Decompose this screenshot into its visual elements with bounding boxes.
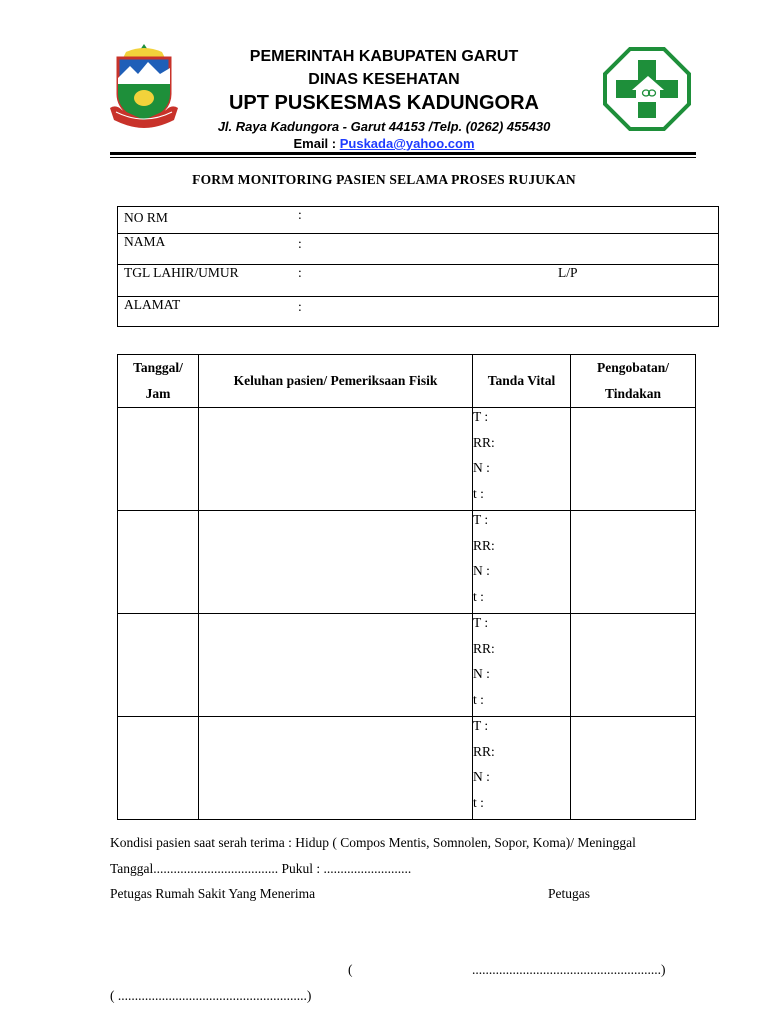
gender-label: L/P	[558, 265, 578, 280]
header-treatment	[571, 355, 696, 408]
vital-sign-label: RR:	[473, 434, 495, 450]
header-date-time	[118, 355, 199, 408]
info-label: TGL LAHIR/UMUR	[124, 265, 239, 280]
handover-date-time: Tanggal..................................... Pukul : ..........................	[110, 861, 412, 876]
info-row-nama	[118, 234, 718, 265]
cell-treatment[interactable]	[571, 614, 696, 717]
patient-info-box	[117, 206, 719, 327]
form-title: FORM MONITORING PASIEN SELAMA PROSES RUJUKAN	[192, 172, 576, 187]
header-date-time-line1: Tanggal/	[133, 360, 183, 375]
vital-sign-label: t :	[473, 588, 484, 604]
table-row	[118, 408, 696, 511]
info-colon: :	[298, 265, 302, 280]
info-row-alamat	[118, 297, 718, 326]
info-label: NAMA	[124, 234, 166, 249]
cell-date-time[interactable]	[118, 511, 199, 614]
institution-address: Jl. Raya Kadungora - Garut 44153 /Telp. (0262) 455430	[217, 119, 551, 134]
officer-signature-line: ........................................................)	[472, 962, 666, 977]
cell-complaint[interactable]	[199, 717, 473, 820]
vital-sign-label: N :	[473, 666, 490, 681]
info-row-tgl-lahir	[118, 265, 718, 297]
info-label: NO RM	[124, 210, 168, 225]
header-treatment-line1: Pengobatan/	[596, 360, 669, 375]
table-row	[118, 511, 696, 614]
vital-sign-label: t :	[473, 691, 484, 707]
government-name: PEMERINTAH KABUPATEN GARUT	[249, 48, 519, 65]
vital-sign-label: N :	[473, 563, 490, 578]
table-header-row	[118, 355, 696, 408]
cell-vitals	[473, 717, 571, 820]
vital-sign-label: RR:	[473, 743, 495, 759]
cell-date-time[interactable]	[118, 614, 199, 717]
vital-sign-label: N :	[473, 769, 490, 784]
receiver-label: Petugas Rumah Sakit Yang Menerima	[110, 886, 316, 901]
header-vitals: Tanda Vital	[473, 355, 571, 408]
table-row	[118, 717, 696, 820]
cell-vitals	[473, 511, 571, 614]
header-divider-thin	[110, 157, 696, 158]
cell-treatment[interactable]	[571, 717, 696, 820]
monitoring-table	[117, 354, 696, 820]
cell-treatment[interactable]	[571, 511, 696, 614]
vital-sign-label: T :	[473, 512, 489, 527]
email-label: Email :	[293, 136, 337, 151]
cell-vitals	[473, 408, 571, 511]
email-line	[0, 136, 768, 151]
cell-vitals	[473, 614, 571, 717]
info-row-no-rm	[118, 207, 718, 234]
vital-sign-label: T :	[473, 718, 489, 733]
vital-sign-label: t :	[473, 794, 484, 810]
email-link[interactable]: Puskada@yahoo.com	[339, 136, 475, 151]
cell-date-time[interactable]	[118, 408, 199, 511]
vital-sign-label: T :	[473, 615, 489, 630]
patient-condition-statement: Kondisi pasien saat serah terima : Hidup ( Compos Mentis, Somnolen, Sopor, Koma)/ Meninggal	[110, 835, 636, 850]
cell-treatment[interactable]	[571, 408, 696, 511]
institution-name: UPT PUSKESMAS KADUNGORA	[228, 92, 540, 114]
receiver-signature-line: ( ........................................................)	[110, 988, 312, 1003]
vital-sign-label: RR:	[473, 537, 495, 553]
officer-label: Petugas	[548, 886, 590, 901]
info-colon: :	[298, 236, 302, 251]
cell-complaint[interactable]	[199, 614, 473, 717]
info-colon: :	[298, 207, 302, 222]
info-colon: :	[298, 299, 302, 314]
department-name: DINAS KESEHATAN	[308, 71, 460, 88]
cell-complaint[interactable]	[199, 408, 473, 511]
header-treatment-line2: Tindakan	[604, 386, 662, 401]
info-label: ALAMAT	[124, 297, 181, 312]
vital-sign-label: N :	[473, 460, 490, 475]
signature-open-paren: (	[348, 962, 353, 977]
header-divider-thick	[110, 152, 696, 155]
vital-sign-label: t :	[473, 485, 484, 501]
cell-date-time[interactable]	[118, 717, 199, 820]
header-complaint: Keluhan pasien/ Pemeriksaan Fisik	[199, 355, 473, 408]
table-row	[118, 614, 696, 717]
vital-sign-label: T :	[473, 409, 489, 424]
header-date-time-line2: Jam	[145, 386, 171, 401]
vital-sign-label: RR:	[473, 640, 495, 656]
cell-complaint[interactable]	[199, 511, 473, 614]
